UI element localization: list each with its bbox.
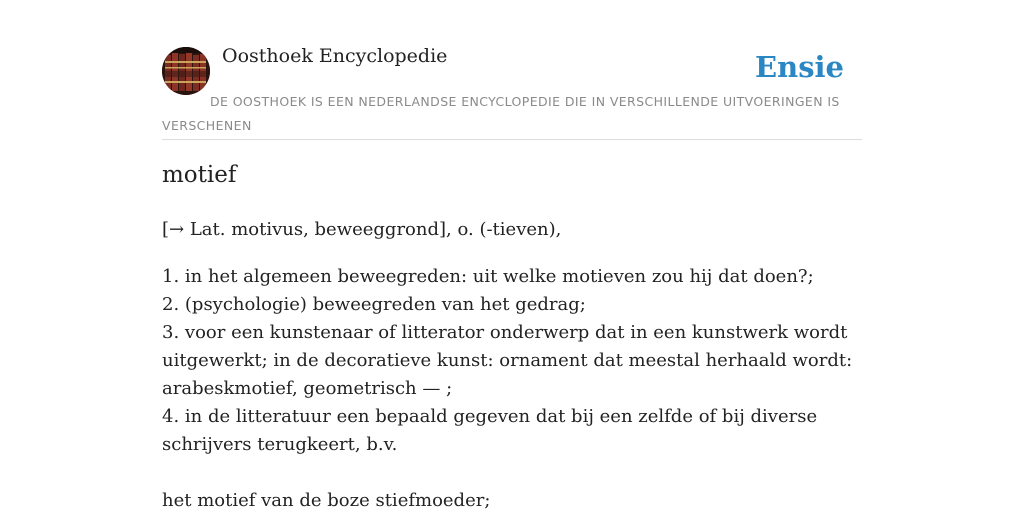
encyclopedia-books-avatar[interactable]	[162, 47, 210, 95]
books-icon	[162, 47, 210, 95]
definition-item: 1. in het algemeen beweegreden: uit welke motieven zou hij dat doen?;	[162, 266, 814, 287]
definition-list	[162, 263, 862, 459]
definition-item: 2. (psychologie) beweegreden van het gedrag;	[162, 294, 586, 315]
site-tagline: DE OOSTHOEK IS EEN NEDERLANDSE ENCYCLOPEDIE DIE IN VERSCHILLENDE UITVOERINGEN IS VERSCHENEN	[162, 94, 840, 133]
brand-logo[interactable]: Ensie	[755, 50, 844, 84]
header	[162, 0, 862, 140]
definition-item: 3. voor een kunstenaar of litterator onderwerp dat in een kunstwerk wordt uitgewerkt; in de decoratieve kunst: ornament dat meestal herhaald wordt: arabeskmotief, geometrisch — ;	[162, 322, 853, 399]
definition-item: 4. in de litteratuur een bepaald gegeven dat bij een zelfde of bij diverse schrijvers terugkeert, b.v.	[162, 406, 818, 455]
page	[162, 0, 862, 512]
site-title[interactable]: Oosthoek Encyclopedie	[222, 45, 448, 67]
entry-title: motief	[162, 162, 237, 188]
entry-example: het motief van de boze stiefmoeder;	[162, 490, 491, 511]
entry-etymology: [→ Lat. motivus, beweeggrond], o. (-tieven),	[162, 219, 562, 240]
